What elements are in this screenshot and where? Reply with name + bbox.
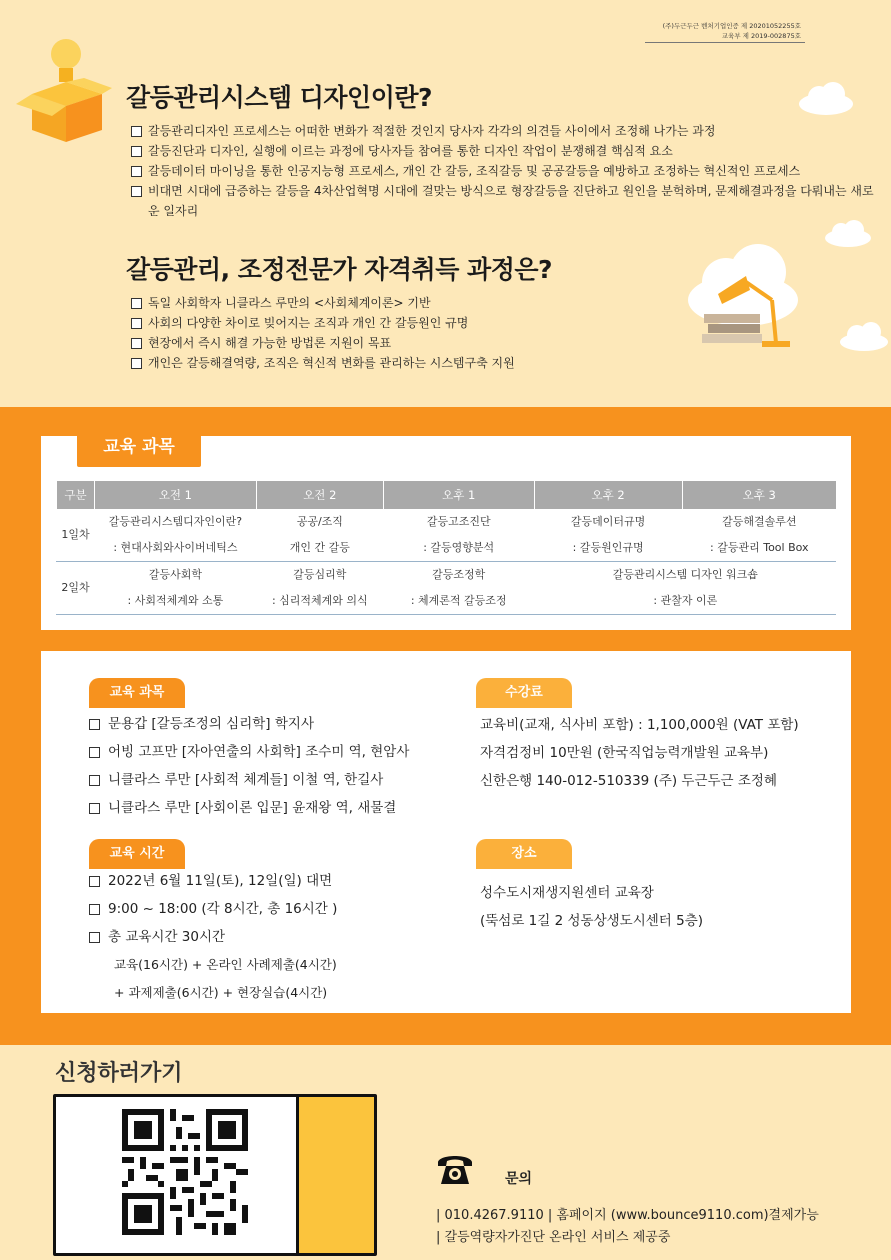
col-header: 오전 2 (256, 481, 383, 509)
list-item: 니클라스 루만 [사회적 체계들] 이철 역, 한길사 (88, 766, 468, 794)
col-header: 오후 1 (383, 481, 534, 509)
col-header: 오전 1 (94, 481, 256, 509)
divider (645, 42, 805, 43)
intro-list (128, 121, 883, 221)
intro-title: 갈등관리시스템 디자인이란? (126, 83, 433, 112)
list-item: 2022년 6월 11일(토), 12일(일) 대면 (88, 867, 468, 895)
apply-title: 신청하러가기 (55, 1061, 183, 1086)
fee-tag: 수강료 (476, 678, 572, 708)
qr-code-icon[interactable] (122, 1109, 248, 1235)
place-info (480, 879, 840, 935)
table-cell: 갈등사회학 : 사회적체계와 소통 (94, 562, 256, 615)
list-subitem: + 과제제출(6시간) + 현장실습(4시간) (114, 985, 328, 1000)
subjects-list (88, 710, 468, 822)
books-lamp-icon (688, 238, 808, 353)
table-row (57, 509, 837, 562)
fee-line: 자격검정비 10만원 (한국직업능력개발원 교육부) (480, 745, 769, 761)
table-row (57, 562, 837, 615)
table-cell: 갈등심리학 : 심리적체계와 의식 (256, 562, 383, 615)
time-list (88, 867, 468, 1007)
apply-ticket[interactable] (53, 1094, 377, 1256)
subjects-tag: 교육 과목 (89, 678, 185, 708)
list-item: 갈등관리디자인 프로세스는 어떠한 변화가 적절한 것인지 당사자 각각의 의견들 사이에서 조정해 나가는 과정 (128, 121, 883, 141)
place-line: 성수도시재생지원센터 교육장 (480, 885, 654, 901)
cloud-icon (823, 218, 873, 248)
ticket-stub (296, 1097, 374, 1253)
time-tag: 교육 시간 (89, 839, 185, 869)
table-cell: 갈등관리시스템디자인이란? : 현대사회와사이버네틱스 (94, 509, 256, 562)
table-cell: 갈등데이터규명 : 갈등원인규명 (534, 509, 682, 562)
place-line: (뚝섬로 1길 2 성동상생도시센터 5층) (480, 913, 703, 929)
list-item: 갈등데이터 마이닝을 통한 인공지능형 프로세스, 개인 간 갈등, 조직갈등 및 공공갈등을 예방하고 조정하는 혁신적인 프로세스 (128, 161, 883, 181)
list-item: 어빙 고프만 [자아연출의 사회학] 조수미 역, 현암사 (88, 738, 468, 766)
list-item: 니클라스 루만 [사회이론 입문] 윤재왕 역, 새물결 (88, 794, 468, 822)
table-header-row (57, 481, 837, 509)
list-item: 사회의 다양한 차이로 빚어지는 조직과 개인 간 갈등원인 규명 (128, 313, 688, 333)
lightbulb-box-icon (14, 34, 114, 144)
list-item: 독일 사회학자 니클라스 루만의 <사회체계이론> 기반 (128, 293, 688, 313)
list-item: 문용갑 [갈등조정의 심리학] 학지사 (88, 710, 468, 738)
col-header: 오후 2 (534, 481, 682, 509)
schedule-table (56, 481, 836, 615)
table-cell: 갈등고조진단 : 갈등영향분석 (383, 509, 534, 562)
contact-line: | 010.4267.9110 | 홈페이지 (www.bounce9110.com)결제가능 (436, 1208, 819, 1223)
contact-info (436, 1205, 819, 1249)
list-item: 현장에서 즉시 해결 가능한 방법론 지원이 목표 (128, 333, 688, 353)
list-item: 갈등진단과 디자인, 실행에 이르는 과정에 당사자들 참여를 통한 디자인 작업이 분쟁해결 핵심적 요소 (128, 141, 883, 161)
table-cell: 공공/조직 개인 간 갈등 (256, 509, 383, 562)
cloud-icon (838, 320, 890, 352)
course-list (128, 293, 688, 373)
col-header: 구분 (57, 481, 95, 509)
table-cell: 갈등조정학 : 체계론적 갈등조정 (383, 562, 534, 615)
list-item: 비대면 시대에 급증하는 갈등을 4차산업혁명 시대에 걸맞는 방식으로 형장갈등을 진단하고 원인을 분헉하며, 문제해결과정을 다뤄내는 새로운 일자리 (128, 181, 883, 221)
table-cell: 갈등해결솔루션 : 갈등관리 Tool Box (682, 509, 836, 562)
cert-line-1: (주)두근두근 벤처기업인증 제 20201052255호 (662, 22, 801, 30)
fee-info (480, 711, 840, 795)
contact-line: | 갈등역량자가진단 온라인 서비스 제공중 (436, 1230, 671, 1245)
day-label: 2일차 (57, 562, 95, 615)
schedule-tag: 교육 과목 (77, 427, 201, 467)
list-subitem: 교육(16시간) + 온라인 사례제출(4시간) (114, 957, 337, 972)
list-item: 총 교육시간 30시간 (88, 923, 468, 951)
fee-line: 교육비(교재, 식사비 포함) : 1,100,000원 (VAT 포함) (480, 717, 799, 733)
day-label: 1일차 (57, 509, 95, 562)
table-cell: 갈등관리시스템 디자인 워크숍 : 관찰자 이론 (534, 562, 836, 615)
place-tag: 장소 (476, 839, 572, 869)
certification-text (663, 21, 801, 41)
col-header: 오후 3 (682, 481, 836, 509)
cloud-icon (797, 80, 855, 116)
fee-line: 신한은행 140-012-510339 (주) 두근두근 조정혜 (480, 773, 778, 789)
list-item: 9:00 ~ 18:00 (각 8시간, 총 16시간 ) (88, 895, 468, 923)
course-title: 갈등관리, 조정전문가 자격취득 과정은? (126, 255, 553, 284)
list-item: 개인은 갈등해결역량, 조직은 혁신적 변화를 관리하는 시스템구축 지원 (128, 353, 688, 373)
contact-title: 문의 (505, 1171, 533, 1187)
phone-icon (436, 1150, 474, 1188)
cert-line-2: 교육부 제 2019-002875호 (721, 32, 801, 40)
